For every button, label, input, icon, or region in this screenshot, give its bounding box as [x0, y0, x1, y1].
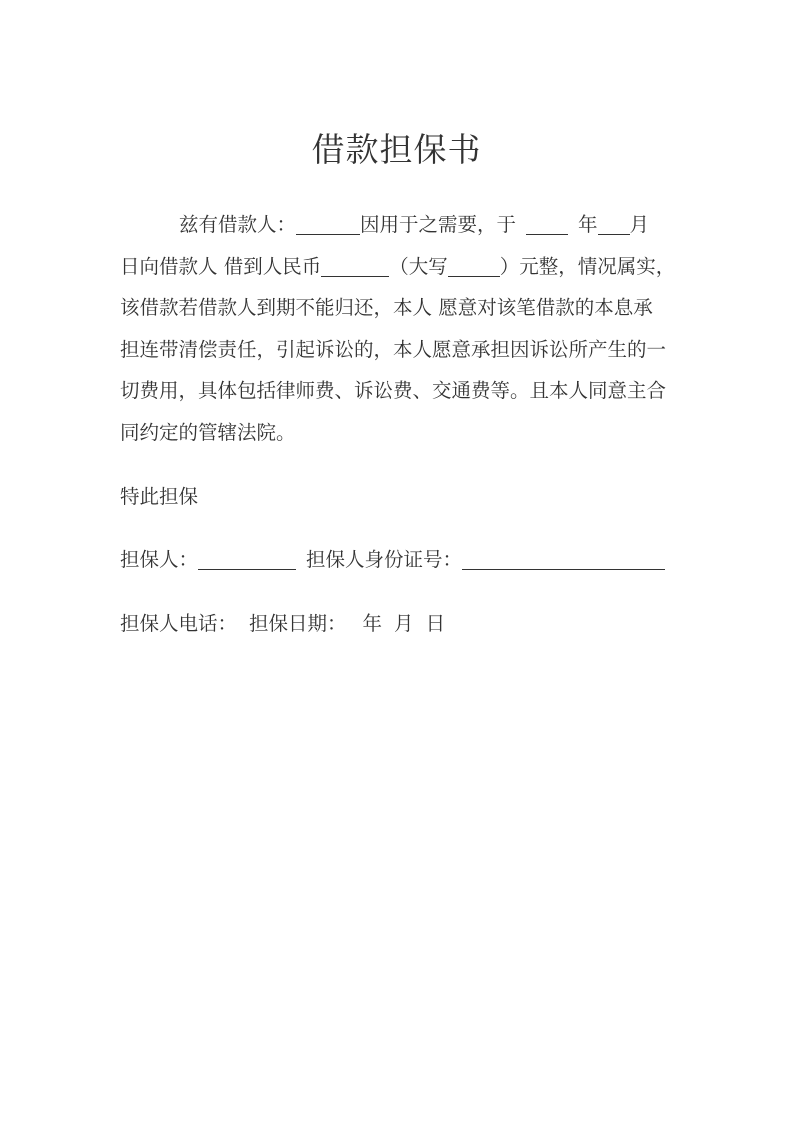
contact-line — [120, 610, 680, 638]
year-label: 年 — [578, 213, 598, 236]
borrower-name-blank[interactable] — [296, 212, 360, 235]
date-year: 年 — [362, 612, 383, 635]
date-day: 日 — [425, 612, 446, 635]
caps-open: （大写 — [389, 254, 448, 278]
body-line-5: 切费用，具体包括律师费、诉讼费、交通费等。且本人同意主合 — [120, 379, 667, 402]
amount-blank[interactable] — [321, 254, 389, 277]
borrow-text: 日向借款人 借到人民币 — [120, 254, 322, 278]
date-label: 担保日期： — [249, 612, 347, 635]
body-line-6: 同约定的管辖法院。 — [120, 420, 296, 444]
amount-caps-blank[interactable] — [448, 254, 500, 277]
body-paragraph — [120, 204, 680, 453]
guarantor-id-label: 担保人身份证号： — [306, 548, 463, 571]
month-blank[interactable] — [598, 212, 630, 235]
phone-label: 担保人电话： — [120, 612, 238, 635]
guarantor-name-label: 担保人： — [120, 548, 199, 571]
caps-close: ）元整，情况属实， — [499, 254, 676, 278]
borrower-intro: 兹有借款人： — [179, 213, 297, 236]
body-line-4: 担连带清偿责任，引起诉讼的，本人愿意承担因诉讼所产生的一 — [120, 337, 667, 361]
document-title: 借款担保书 — [311, 130, 482, 169]
body-line-2 — [120, 246, 676, 288]
body-line-1 — [120, 204, 735, 246]
guarantor-line — [120, 546, 680, 574]
year-blank[interactable] — [526, 212, 568, 235]
guarantor-id-blank[interactable] — [462, 547, 665, 570]
purpose-text: 因用于之需要，于 — [360, 213, 517, 236]
special-note: 特此担保 — [120, 485, 199, 508]
date-month: 月 — [394, 612, 414, 635]
guarantor-name-blank[interactable] — [198, 547, 296, 570]
month-label: 月 — [629, 213, 650, 236]
body-line-3: 该借款若借款人到期不能归还，本人 愿意对该笔借款的本息承 — [120, 296, 653, 319]
